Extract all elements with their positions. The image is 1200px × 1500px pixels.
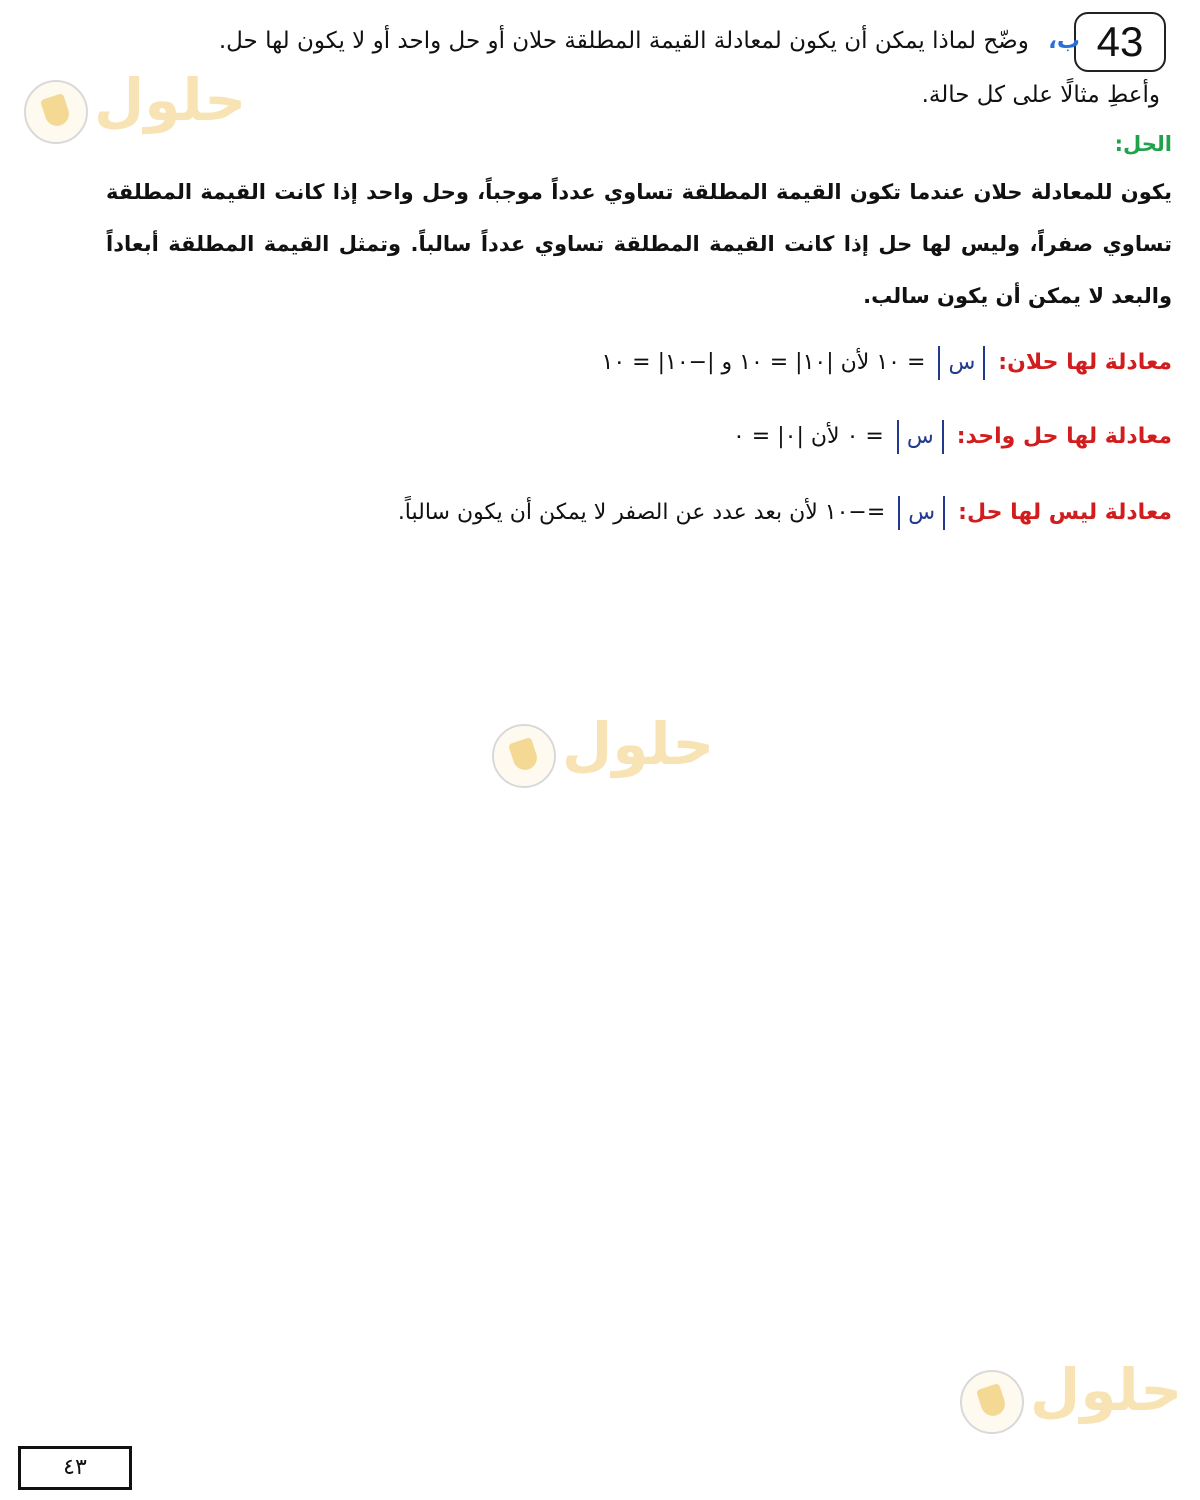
absolute-value-variable: س — [938, 346, 985, 380]
example-expression: = ٠ لأن |٠| = ٠ — [732, 424, 884, 449]
watermark-text: حلول — [94, 66, 247, 134]
absolute-value-variable: س — [897, 420, 944, 454]
question-number-badge: 43 — [1074, 12, 1166, 72]
watermark-text: حلول — [562, 710, 715, 778]
solution-label: الحل: — [1114, 132, 1172, 156]
watermark-book-icon — [24, 80, 88, 144]
question-text-1: وضّح لماذا يمكن أن يكون لمعادلة القيمة المطلقة حلان أو حل واحد أو لا يكون لها حل. — [218, 28, 1029, 54]
watermark-text: حلول — [1030, 1356, 1183, 1424]
question-line-2: وأعطِ مثالًا على كل حالة. — [921, 82, 1160, 108]
solution-paragraph: يكون للمعادلة حلان عندما تكون القيمة المطلقة تساوي عدداً موجباً، وحل واحد إذا كانت القيمة المطلقة تساوي صفراً، وليس لها حل إذا كانت القيمة المطلقة تساوي عدداً سالباً. وتمثل القيمة المطلقة أبعاداً والبعد لا يمكن أن يكون سالب. — [106, 180, 1172, 308]
watermark-logo — [24, 66, 247, 152]
example-expression: =−١٠ لأن بعد عدد عن الصفر لا يمكن أن يكون سالباً. — [397, 500, 886, 525]
example-label: معادلة لها حل واحد: — [956, 424, 1172, 449]
example-one-solution — [72, 420, 1172, 454]
example-label: معادلة ليس لها حل: — [958, 500, 1172, 525]
question-line-1 — [120, 28, 1080, 54]
watermark-logo — [492, 710, 715, 796]
watermark-book-icon — [492, 724, 556, 788]
question-letter: ب، — [1048, 28, 1080, 54]
page-number: ٤٣ — [18, 1446, 132, 1490]
example-two-solutions — [72, 346, 1172, 380]
example-expression: = ١٠ لأن |١٠| = ١٠ و |−١٠| = ١٠ — [601, 350, 926, 375]
example-label: معادلة لها حلان: — [998, 350, 1172, 375]
watermark-logo — [960, 1356, 1183, 1442]
watermark-book-icon — [960, 1370, 1024, 1434]
example-no-solution — [72, 496, 1172, 530]
absolute-value-variable: س — [898, 496, 945, 530]
